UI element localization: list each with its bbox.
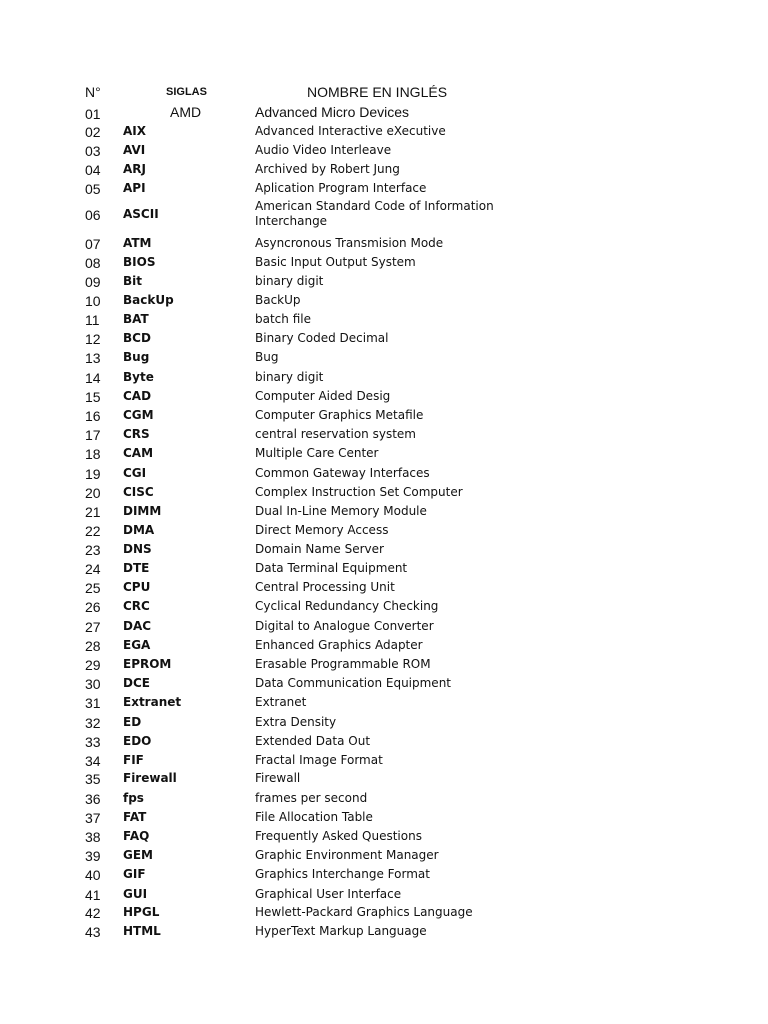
row-english-name: Complex Instruction Set Computer bbox=[255, 485, 463, 499]
table-row bbox=[0, 769, 768, 787]
row-acronym: AVI bbox=[123, 143, 146, 157]
row-english-name: Fractal Image Format bbox=[255, 753, 383, 767]
row-english-name: Dual In-Line Memory Module bbox=[255, 504, 427, 518]
row-english-name: Enhanced Graphics Adapter bbox=[255, 638, 423, 652]
table-row bbox=[0, 903, 768, 921]
row-acronym: HTML bbox=[123, 924, 161, 938]
row-acronym: FIF bbox=[123, 753, 144, 767]
row-number: 17 bbox=[85, 427, 101, 443]
row-acronym: Bit bbox=[123, 274, 142, 288]
row-number: 28 bbox=[85, 638, 101, 654]
row-acronym: CGM bbox=[123, 408, 154, 422]
table-row bbox=[0, 865, 768, 883]
row-english-name: batch file bbox=[255, 312, 311, 326]
row-number: 07 bbox=[85, 236, 101, 252]
row-english-name: Data Terminal Equipment bbox=[255, 561, 408, 575]
row-english-name: Extended Data Out bbox=[255, 734, 371, 748]
row-english-name: Digital to Analogue Converter bbox=[255, 619, 434, 633]
table-row bbox=[0, 521, 768, 539]
row-english-name: Frequently Asked Questions bbox=[255, 829, 422, 843]
row-english-name: central reservation system bbox=[255, 427, 416, 441]
row-number: 08 bbox=[85, 255, 101, 271]
row-acronym: DTE bbox=[123, 561, 150, 575]
row-english-name: Data Communication Equipment bbox=[255, 676, 452, 690]
table-row bbox=[0, 597, 768, 615]
row-number: 01 bbox=[85, 106, 101, 122]
row-english-name: Advanced Micro Devices bbox=[255, 104, 410, 120]
row-english-name: Computer Graphics Metafile bbox=[255, 408, 424, 422]
table-row bbox=[0, 885, 768, 903]
row-acronym: DCE bbox=[123, 676, 150, 690]
row-acronym: Extranet bbox=[123, 695, 182, 709]
row-acronym: ASCII bbox=[123, 207, 159, 221]
row-acronym: BackUp bbox=[123, 293, 174, 307]
row-number: 43 bbox=[85, 924, 101, 940]
row-acronym: ATM bbox=[123, 236, 152, 250]
table-row bbox=[0, 234, 768, 252]
table-row bbox=[0, 636, 768, 654]
row-english-name: Firewall bbox=[255, 771, 301, 785]
row-english-name: Direct Memory Access bbox=[255, 523, 389, 537]
row-acronym: FAQ bbox=[123, 829, 150, 843]
table-row bbox=[0, 502, 768, 520]
row-acronym: API bbox=[123, 181, 146, 195]
table-row bbox=[0, 559, 768, 577]
row-number: 40 bbox=[85, 867, 101, 883]
row-acronym: CGI bbox=[123, 466, 147, 480]
row-number: 25 bbox=[85, 580, 101, 596]
row-number: 18 bbox=[85, 446, 101, 462]
row-acronym: Bug bbox=[123, 350, 150, 364]
row-number: 13 bbox=[85, 350, 101, 366]
row-number: 34 bbox=[85, 753, 101, 769]
row-number: 23 bbox=[85, 542, 101, 558]
row-number: 03 bbox=[85, 143, 101, 159]
row-number: 26 bbox=[85, 599, 101, 615]
row-english-name: Graphical User Interface bbox=[255, 887, 402, 901]
header-number: N° bbox=[85, 84, 101, 100]
table-row bbox=[0, 674, 768, 692]
row-number: 39 bbox=[85, 848, 101, 864]
row-english-name: Erasable Programmable ROM bbox=[255, 657, 431, 671]
row-acronym: DAC bbox=[123, 619, 152, 633]
row-number: 27 bbox=[85, 619, 101, 635]
row-acronym: BCD bbox=[123, 331, 151, 345]
row-number: 12 bbox=[85, 331, 101, 347]
row-english-name: American Standard Code of Information Interchange bbox=[255, 199, 494, 228]
row-english-name: Advanced Interactive eXecutive bbox=[255, 124, 446, 138]
row-english-name: Asyncronous Transmision Mode bbox=[255, 236, 444, 250]
row-acronym: BAT bbox=[123, 312, 149, 326]
table-row bbox=[0, 751, 768, 769]
table-row bbox=[0, 922, 768, 940]
row-acronym: EGA bbox=[123, 638, 151, 652]
row-english-name: frames per second bbox=[255, 791, 368, 805]
row-number: 36 bbox=[85, 791, 101, 807]
table-row bbox=[0, 713, 768, 731]
row-english-name: Computer Aided Desig bbox=[255, 389, 391, 403]
row-english-name: Hewlett-Packard Graphics Language bbox=[255, 905, 473, 919]
row-acronym: GIF bbox=[123, 867, 146, 881]
table-row bbox=[0, 104, 768, 122]
table-row bbox=[0, 732, 768, 750]
table-row bbox=[0, 329, 768, 347]
row-number: 02 bbox=[85, 124, 101, 140]
row-number: 22 bbox=[85, 523, 101, 539]
header-siglas: SIGLAS bbox=[166, 86, 207, 98]
table-row bbox=[0, 141, 768, 159]
row-acronym: DMA bbox=[123, 523, 155, 537]
row-english-name: Common Gateway Interfaces bbox=[255, 466, 430, 480]
table-row bbox=[0, 198, 768, 232]
table-row bbox=[0, 291, 768, 309]
table-row bbox=[0, 179, 768, 197]
table-row bbox=[0, 368, 768, 386]
row-number: 14 bbox=[85, 370, 101, 386]
row-acronym: CAD bbox=[123, 389, 152, 403]
row-number: 41 bbox=[85, 887, 101, 903]
table-row bbox=[0, 789, 768, 807]
row-english-name: Archived by Robert Jung bbox=[255, 162, 400, 176]
table-row bbox=[0, 578, 768, 596]
row-acronym: fps bbox=[123, 791, 144, 805]
row-english-name: Central Processing Unit bbox=[255, 580, 395, 594]
row-number: 38 bbox=[85, 829, 101, 845]
row-acronym: CPU bbox=[123, 580, 151, 594]
row-number: 06 bbox=[85, 207, 101, 223]
row-english-name: binary digit bbox=[255, 274, 324, 288]
table-row bbox=[0, 387, 768, 405]
row-acronym: CRS bbox=[123, 427, 150, 441]
header-nombre: NOMBRE EN INGLÉS bbox=[307, 84, 448, 100]
row-acronym: GEM bbox=[123, 848, 153, 862]
row-number: 32 bbox=[85, 715, 101, 731]
row-acronym: ED bbox=[123, 715, 142, 729]
row-english-name: Basic Input Output System bbox=[255, 255, 416, 269]
table-row bbox=[0, 444, 768, 462]
table-row bbox=[0, 122, 768, 140]
row-acronym: ARJ bbox=[123, 162, 146, 176]
row-number: 33 bbox=[85, 734, 101, 750]
table-row bbox=[0, 348, 768, 366]
row-acronym: DNS bbox=[123, 542, 152, 556]
table-row bbox=[0, 160, 768, 178]
row-number: 04 bbox=[85, 162, 101, 178]
row-acronym: EDO bbox=[123, 734, 152, 748]
row-acronym: EPROM bbox=[123, 657, 172, 671]
row-english-name: Extra Density bbox=[255, 715, 337, 729]
table-row bbox=[0, 617, 768, 635]
row-acronym: CAM bbox=[123, 446, 154, 460]
table-row bbox=[0, 425, 768, 443]
row-number: 29 bbox=[85, 657, 101, 673]
row-english-name: HyperText Markup Language bbox=[255, 924, 427, 938]
row-number: 21 bbox=[85, 504, 101, 520]
row-acronym: DIMM bbox=[123, 504, 162, 518]
row-number: 37 bbox=[85, 810, 101, 826]
table-row bbox=[0, 406, 768, 424]
row-number: 19 bbox=[85, 466, 101, 482]
row-english-name: BackUp bbox=[255, 293, 301, 307]
row-acronym: AMD bbox=[170, 104, 202, 120]
row-acronym: GUI bbox=[123, 887, 148, 901]
table-row bbox=[0, 464, 768, 482]
row-number: 11 bbox=[85, 312, 100, 328]
row-number: 31 bbox=[85, 695, 101, 711]
table-row bbox=[0, 693, 768, 711]
row-english-name: File Allocation Table bbox=[255, 810, 373, 824]
row-acronym: Firewall bbox=[123, 771, 177, 785]
table-row bbox=[0, 253, 768, 271]
row-english-name: Graphic Environment Manager bbox=[255, 848, 439, 862]
row-english-name: Domain Name Server bbox=[255, 542, 384, 556]
row-english-name: Cyclical Redundancy Checking bbox=[255, 599, 439, 613]
row-english-name: Extranet bbox=[255, 695, 307, 709]
table-row bbox=[0, 827, 768, 845]
table-row bbox=[0, 808, 768, 826]
row-english-name: Graphics Interchange Format bbox=[255, 867, 430, 881]
table-row bbox=[0, 483, 768, 501]
table-row bbox=[0, 540, 768, 558]
row-number: 05 bbox=[85, 181, 101, 197]
row-english-name: Bug bbox=[255, 350, 279, 364]
row-acronym: CRC bbox=[123, 599, 150, 613]
row-english-name: binary digit bbox=[255, 370, 324, 384]
row-english-name: Binary Coded Decimal bbox=[255, 331, 389, 345]
row-english-name: Aplication Program Interface bbox=[255, 181, 427, 195]
row-number: 15 bbox=[85, 389, 101, 405]
row-number: 10 bbox=[85, 293, 101, 309]
row-acronym: CISC bbox=[123, 485, 154, 499]
row-number: 09 bbox=[85, 274, 101, 290]
row-acronym: HPGL bbox=[123, 905, 160, 919]
row-acronym: AIX bbox=[123, 124, 147, 138]
row-number: 24 bbox=[85, 561, 101, 577]
row-number: 30 bbox=[85, 676, 101, 692]
row-number: 42 bbox=[85, 905, 101, 921]
table-row bbox=[0, 846, 768, 864]
row-acronym: Byte bbox=[123, 370, 154, 384]
table-row bbox=[0, 272, 768, 290]
table-row bbox=[0, 655, 768, 673]
row-english-name: Multiple Care Center bbox=[255, 446, 379, 460]
row-acronym: BIOS bbox=[123, 255, 156, 269]
row-english-name: Audio Video Interleave bbox=[255, 143, 392, 157]
row-number: 16 bbox=[85, 408, 101, 424]
row-number: 35 bbox=[85, 771, 101, 787]
table-row bbox=[0, 310, 768, 328]
row-number: 20 bbox=[85, 485, 101, 501]
row-acronym: FAT bbox=[123, 810, 147, 824]
